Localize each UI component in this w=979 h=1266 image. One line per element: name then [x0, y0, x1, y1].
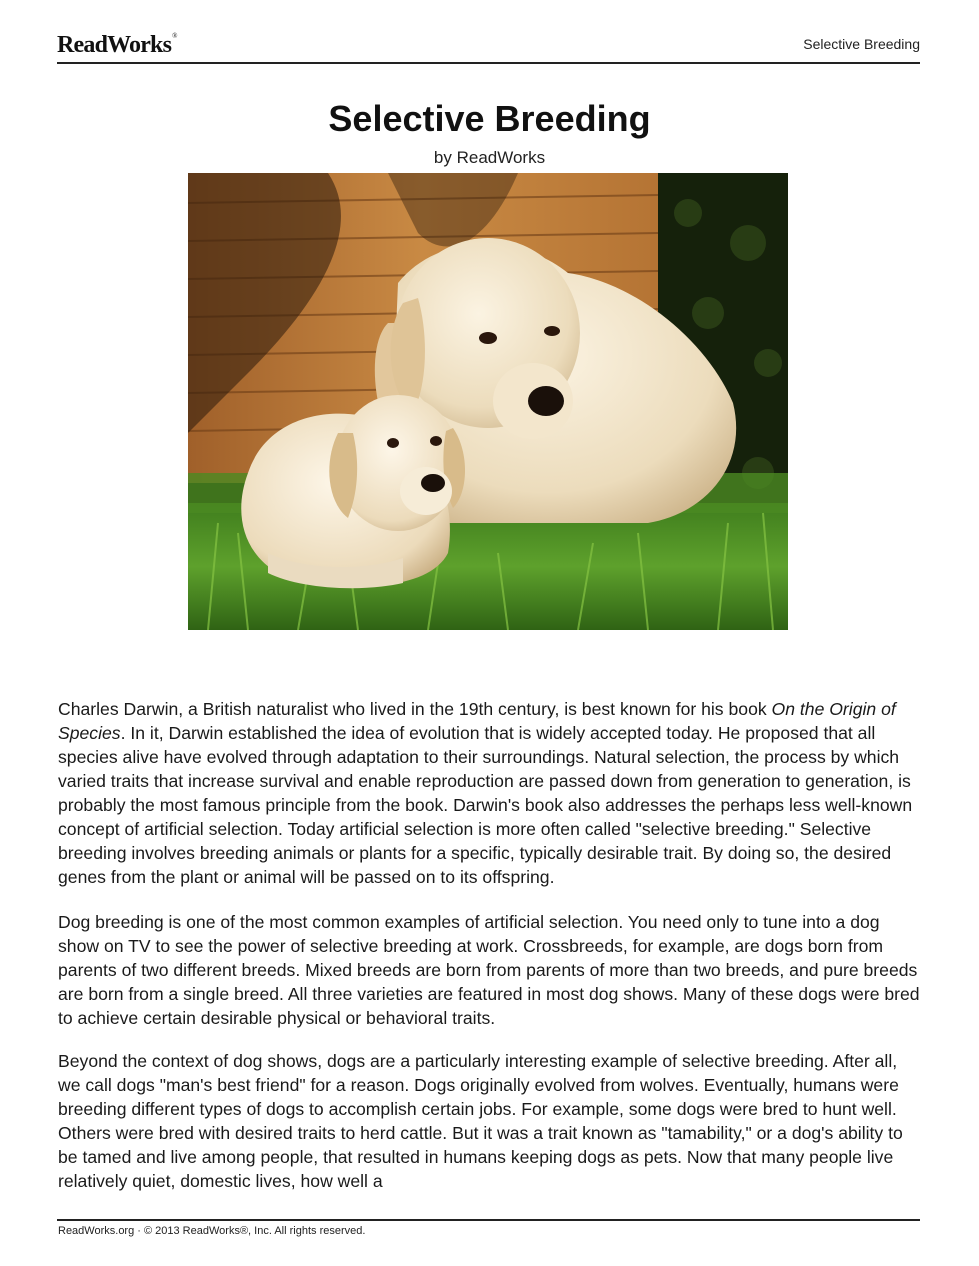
paragraph-3: Beyond the context of dog shows, dogs are a particularly interesting example of selective breeding. After all, we call dogs "man's best friend" for a reason. Dogs originally evolved from wolves. Eventually, humans were breeding different types of dogs to accomplish certain jobs. For example, some dogs were bred to hunt well. Others were bred with desired traits to herd cattle. But it was a trait known as "tamability," or a dog's ability to be tamed and live among people, that resulted in humans keeping dogs as pets. Now that many people live relatively quiet, domestic lives, how well a [58, 1051, 903, 1191]
page-footer [57, 1219, 920, 1237]
article-byline: by ReadWorks [433, 148, 546, 167]
article-title: Selective Breeding [328, 98, 651, 139]
article-body [58, 697, 924, 1212]
paragraph-1 [58, 697, 924, 889]
article-photo [188, 173, 788, 630]
registered-mark: ® [172, 32, 177, 40]
paragraph-2: Dog breeding is one of the most common examples of artificial selection. You need only to tune into a dog show on TV to see the power of selective breeding at work. Crossbreeds, for example, are dogs born from parents of two different breeds. Mixed breeds are born from parents of more than two breeds, and pure breeds are born from a single breed. All three varieties are featured in most dog shows. Many of these dogs were bred to achieve certain desirable physical or behavioral traits. [58, 912, 920, 1028]
photo-two-golden-retrievers-icon [188, 173, 788, 630]
header-doc-title: Selective Breeding [803, 36, 920, 52]
paragraph-1-lead: Charles Darwin, a British naturalist who lived in the 19th century, is best known for his book [58, 699, 772, 719]
footer-copyright: ReadWorks.org · © 2013 ReadWorks®, Inc. All rights reserved. [58, 1225, 366, 1237]
readworks-logo [57, 32, 177, 59]
logo-text: ReadWorks [57, 32, 172, 58]
page-header [57, 30, 920, 64]
book-title: On the Origin of Species [58, 699, 896, 743]
paragraph-1-rest: . In it, Darwin established the idea of evolution that is widely accepted today. He proposed that all species alive have evolved through adaptation to their surroundings. Natural selection, the process by which varied traits that increase survival and enable reproduction are passed down from generation to generation, is probably the most famous principle from the book. Darwin's book also addresses the perhaps less well-known concept of artificial selection. Today artificial selection is more often called "selective breeding." Selective breeding involves breeding animals or plants for a specific, typically desirable trait. By doing so, the desired genes from the plant or animal will be passed on to its offspring. [58, 723, 913, 887]
